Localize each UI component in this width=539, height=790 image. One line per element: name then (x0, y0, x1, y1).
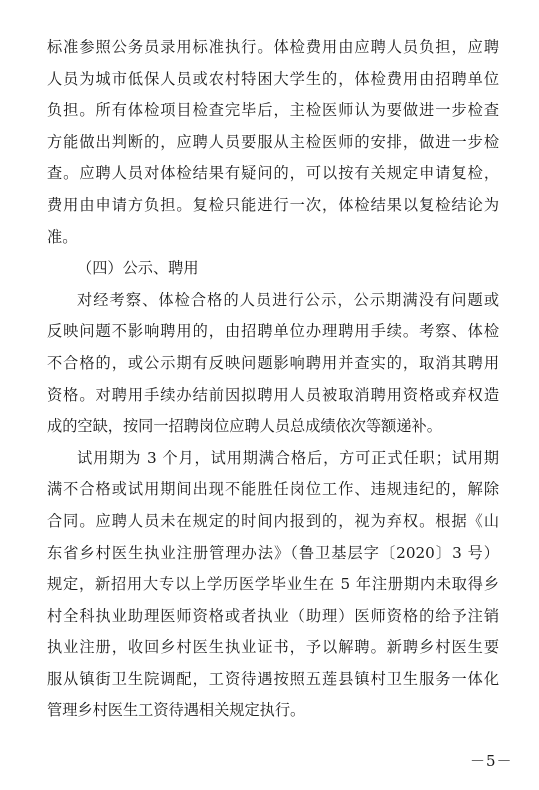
text-line: 标准参照公务员录用标准执行。体检费用由应聘人员负担，应聘 (47, 38, 499, 56)
section-heading: （四）公示、聘用 (77, 259, 199, 278)
text-line: 服从镇街卫生院调配，工资待遇按照五莲县镇村卫生服务一体化 (47, 669, 499, 688)
text-line: 反映问题不影响聘用的，由招聘单位办理聘用手续。考察、体检 (47, 322, 499, 341)
text-line: 规定，新招用大专以上学历医学毕业生在 5 年注册期内未取得乡 (47, 575, 499, 594)
text-line: 村全科执业助理医师资格或者执业（助理）医师资格的给予注销 (47, 606, 499, 625)
text-line: 资格。对聘用手续办结前因拟聘用人员被取消聘用资格或弃权造 (47, 385, 499, 404)
text-line: 方能做出判断的，应聘人员要服从主检医师的安排，做进一步检 (47, 132, 499, 151)
text-line: 准。 (47, 227, 78, 246)
body-text (47, 32, 499, 727)
text-line: 满不合格或试用期间出现不能胜任岗位工作、违规违纪的，解除 (47, 480, 499, 499)
text-line: 合同。应聘人员未在规定的时间内报到的，视为弃权。根据《山 (47, 511, 499, 530)
text-line: 人员为城市低保人员或农村特困大学生的，体检费用由招聘单位 (47, 69, 499, 88)
text-line: 负担。所有体检项目检查完毕后，主检医师认为要做进一步检查 (47, 101, 499, 120)
text-line: 查。应聘人员对体检结果有疑问的，可以按有关规定申请复检， (47, 164, 499, 183)
text-line: 执业注册，收回乡村医生执业证书，予以解聘。新聘乡村医生要 (47, 638, 499, 657)
text-line: 试用期为 3 个月，试用期满合格后，方可正式任职；试用期 (77, 448, 499, 467)
text-line: 成的空缺，按同一招聘岗位应聘人员总成绩依次等额递补。 (47, 417, 442, 436)
text-line: 费用由申请方负担。复检只能进行一次，体检结果以复检结论为 (47, 195, 499, 214)
page-number: －5－ (470, 752, 513, 770)
text-line: 不合格的，或公示期有反映问题影响聘用并查实的，取消其聘用 (47, 353, 499, 372)
text-line: 管理乡村医生工资待遇相关规定执行。 (47, 701, 306, 720)
text-line: 东省乡村医生执业注册管理办法》（鲁卫基层字〔2020〕3 号） (47, 543, 499, 562)
text-line: 对经考察、体检合格的人员进行公示，公示期满没有问题或 (77, 290, 499, 309)
